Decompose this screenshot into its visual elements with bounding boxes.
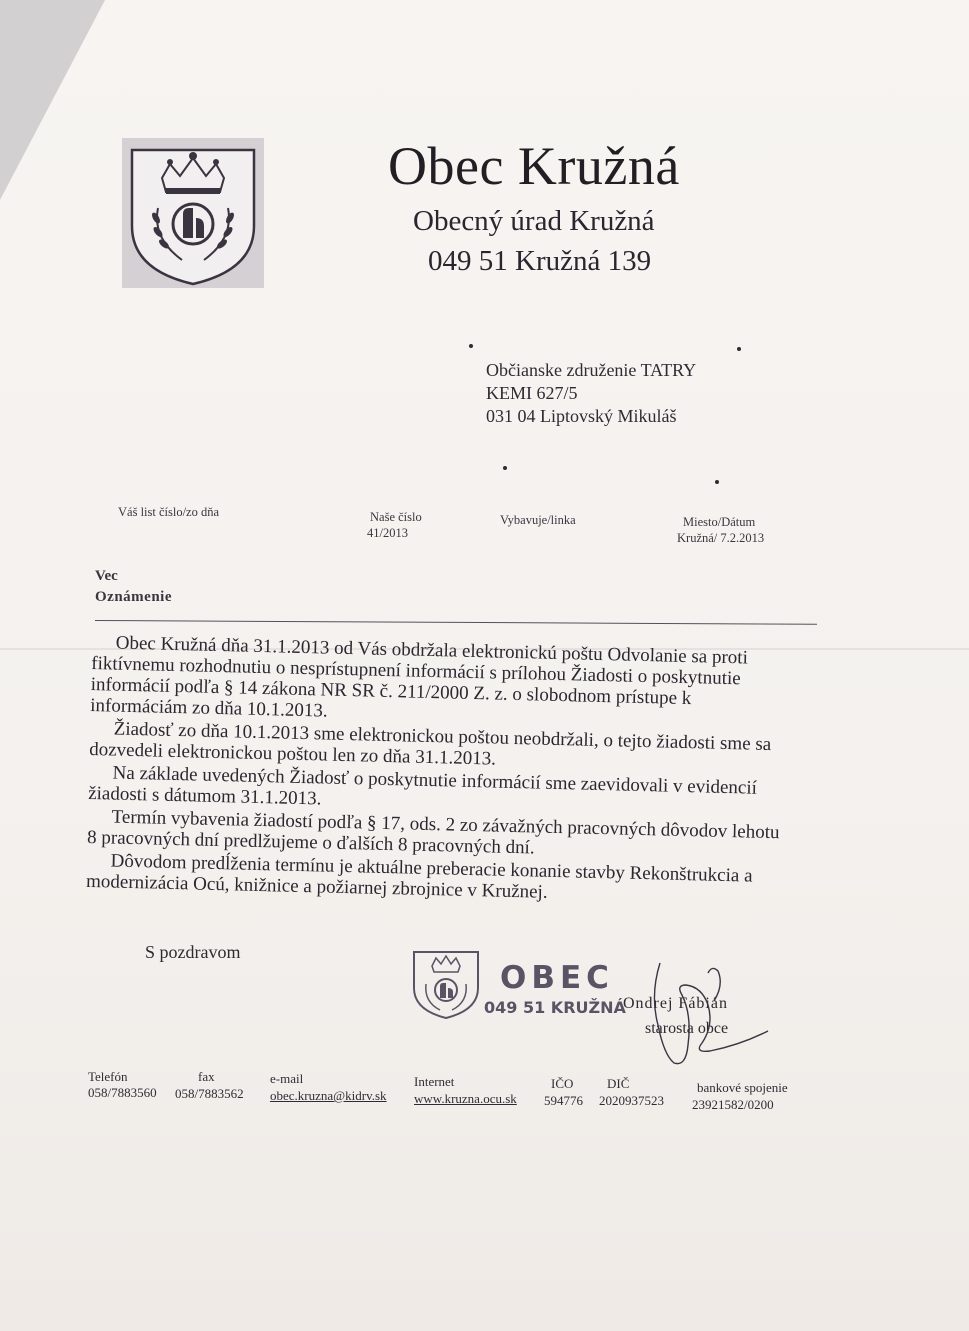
body-paragraph: Obec Kružná dňa 31.1.2013 od Vás obdržala elektronickú poštu Odvolanie sa proti fiktívnemu rozhodnutiu o nesprístupnení informácií s prílohou Žiadosti o poskytnutie informácií podľa § 14 zákona NR SR č. 211/2000 Z. z. o slobodnom prístupe k informáciám zo dňa 10.1.2013. — [90, 632, 749, 722]
subject-value: Oznámenie — [95, 589, 172, 605]
fax-label: fax — [198, 1069, 215, 1084]
dic-value: 2020937523 — [599, 1093, 664, 1108]
bank-label: bankové spojenie — [697, 1080, 788, 1095]
dic-label: DIČ — [607, 1076, 630, 1091]
greeting: S pozdravom — [145, 942, 241, 962]
coat-of-arms-icon — [122, 138, 264, 288]
stamp-crest-icon — [410, 948, 482, 1020]
fax-value: 058/7883562 — [175, 1086, 244, 1101]
signer-role: starosta obce — [645, 1020, 729, 1037]
your-reference-label: Váš list číslo/zo dňa — [118, 505, 220, 519]
body-paragraph: Žiadosť zo dňa 10.1.2013 sme elektronickou poštou neobdržali, o tejto žiadosti sme sa dozvedeli elektronickou poštou len zo dňa 31.1.2013. — [88, 718, 772, 770]
our-reference-value: 41/2013 — [367, 526, 408, 540]
recipient-name: Občianske združenie TATRY — [486, 360, 697, 380]
address-window-mark — [503, 466, 507, 470]
place-date-label: Miesto/Dátum — [683, 515, 756, 529]
stamp-address: 049 51 KRUŽNÁ — [484, 998, 626, 1017]
phone-value: 058/7883560 — [88, 1085, 157, 1100]
email-label: e-mail — [270, 1071, 304, 1086]
ico-label: IČO — [551, 1076, 574, 1091]
bank-value: 23921582/0200 — [692, 1097, 774, 1112]
ico-value: 594776 — [544, 1093, 583, 1108]
office-name: Obecný úrad Kružná — [413, 205, 655, 237]
our-reference-label: Naše číslo — [370, 510, 422, 524]
body-paragraph: Na základe uvedených Žiadosť o poskytnutie informácií sme zaevidovali v evidencií žiadosti s dátumom 31.1.2013. — [87, 762, 758, 810]
recipient-city: 031 04 Liptovský Mikuláš — [486, 406, 677, 426]
address-window-mark — [737, 347, 741, 351]
address-window-mark — [469, 344, 473, 348]
body-paragraph: Dôvodom predĺženia termínu je aktuálne preberacie konanie stavby Rekonštrukcia a modernizácia Ocú, knižnice a požiarnej zbrojnice v Kružnej. — [85, 850, 753, 903]
address-window-mark — [715, 480, 719, 484]
letter-body — [86, 632, 792, 910]
email-link[interactable]: obec.kruzna@kidrv.sk — [270, 1088, 387, 1103]
municipality-title: Obec Kružná — [388, 136, 680, 196]
place-date-value: Kružná/ 7.2.2013 — [677, 531, 765, 545]
subject-label: Vec — [95, 568, 118, 584]
handled-by-label: Vybavuje/linka — [500, 513, 576, 527]
signer-name: Ondrej Fábián — [623, 995, 728, 1012]
phone-label: Telefón — [88, 1069, 128, 1084]
recipient-street: KEMI 627/5 — [486, 383, 578, 403]
stamp-municipality: OBEC — [500, 960, 614, 996]
website-link[interactable]: www.kruzna.ocu.sk — [414, 1091, 517, 1106]
body-paragraph: Termín vybavenia žiadostí podľa § 17, ods. 2 zo závažných pracovných dôvodov lehotu 8 pracovných dní predlžujeme o ďalších 8 pracovných dní. — [86, 806, 780, 859]
office-address: 049 51 Kružná 139 — [428, 245, 652, 277]
handwritten-signature — [590, 955, 790, 1075]
internet-label: Internet — [414, 1074, 455, 1089]
